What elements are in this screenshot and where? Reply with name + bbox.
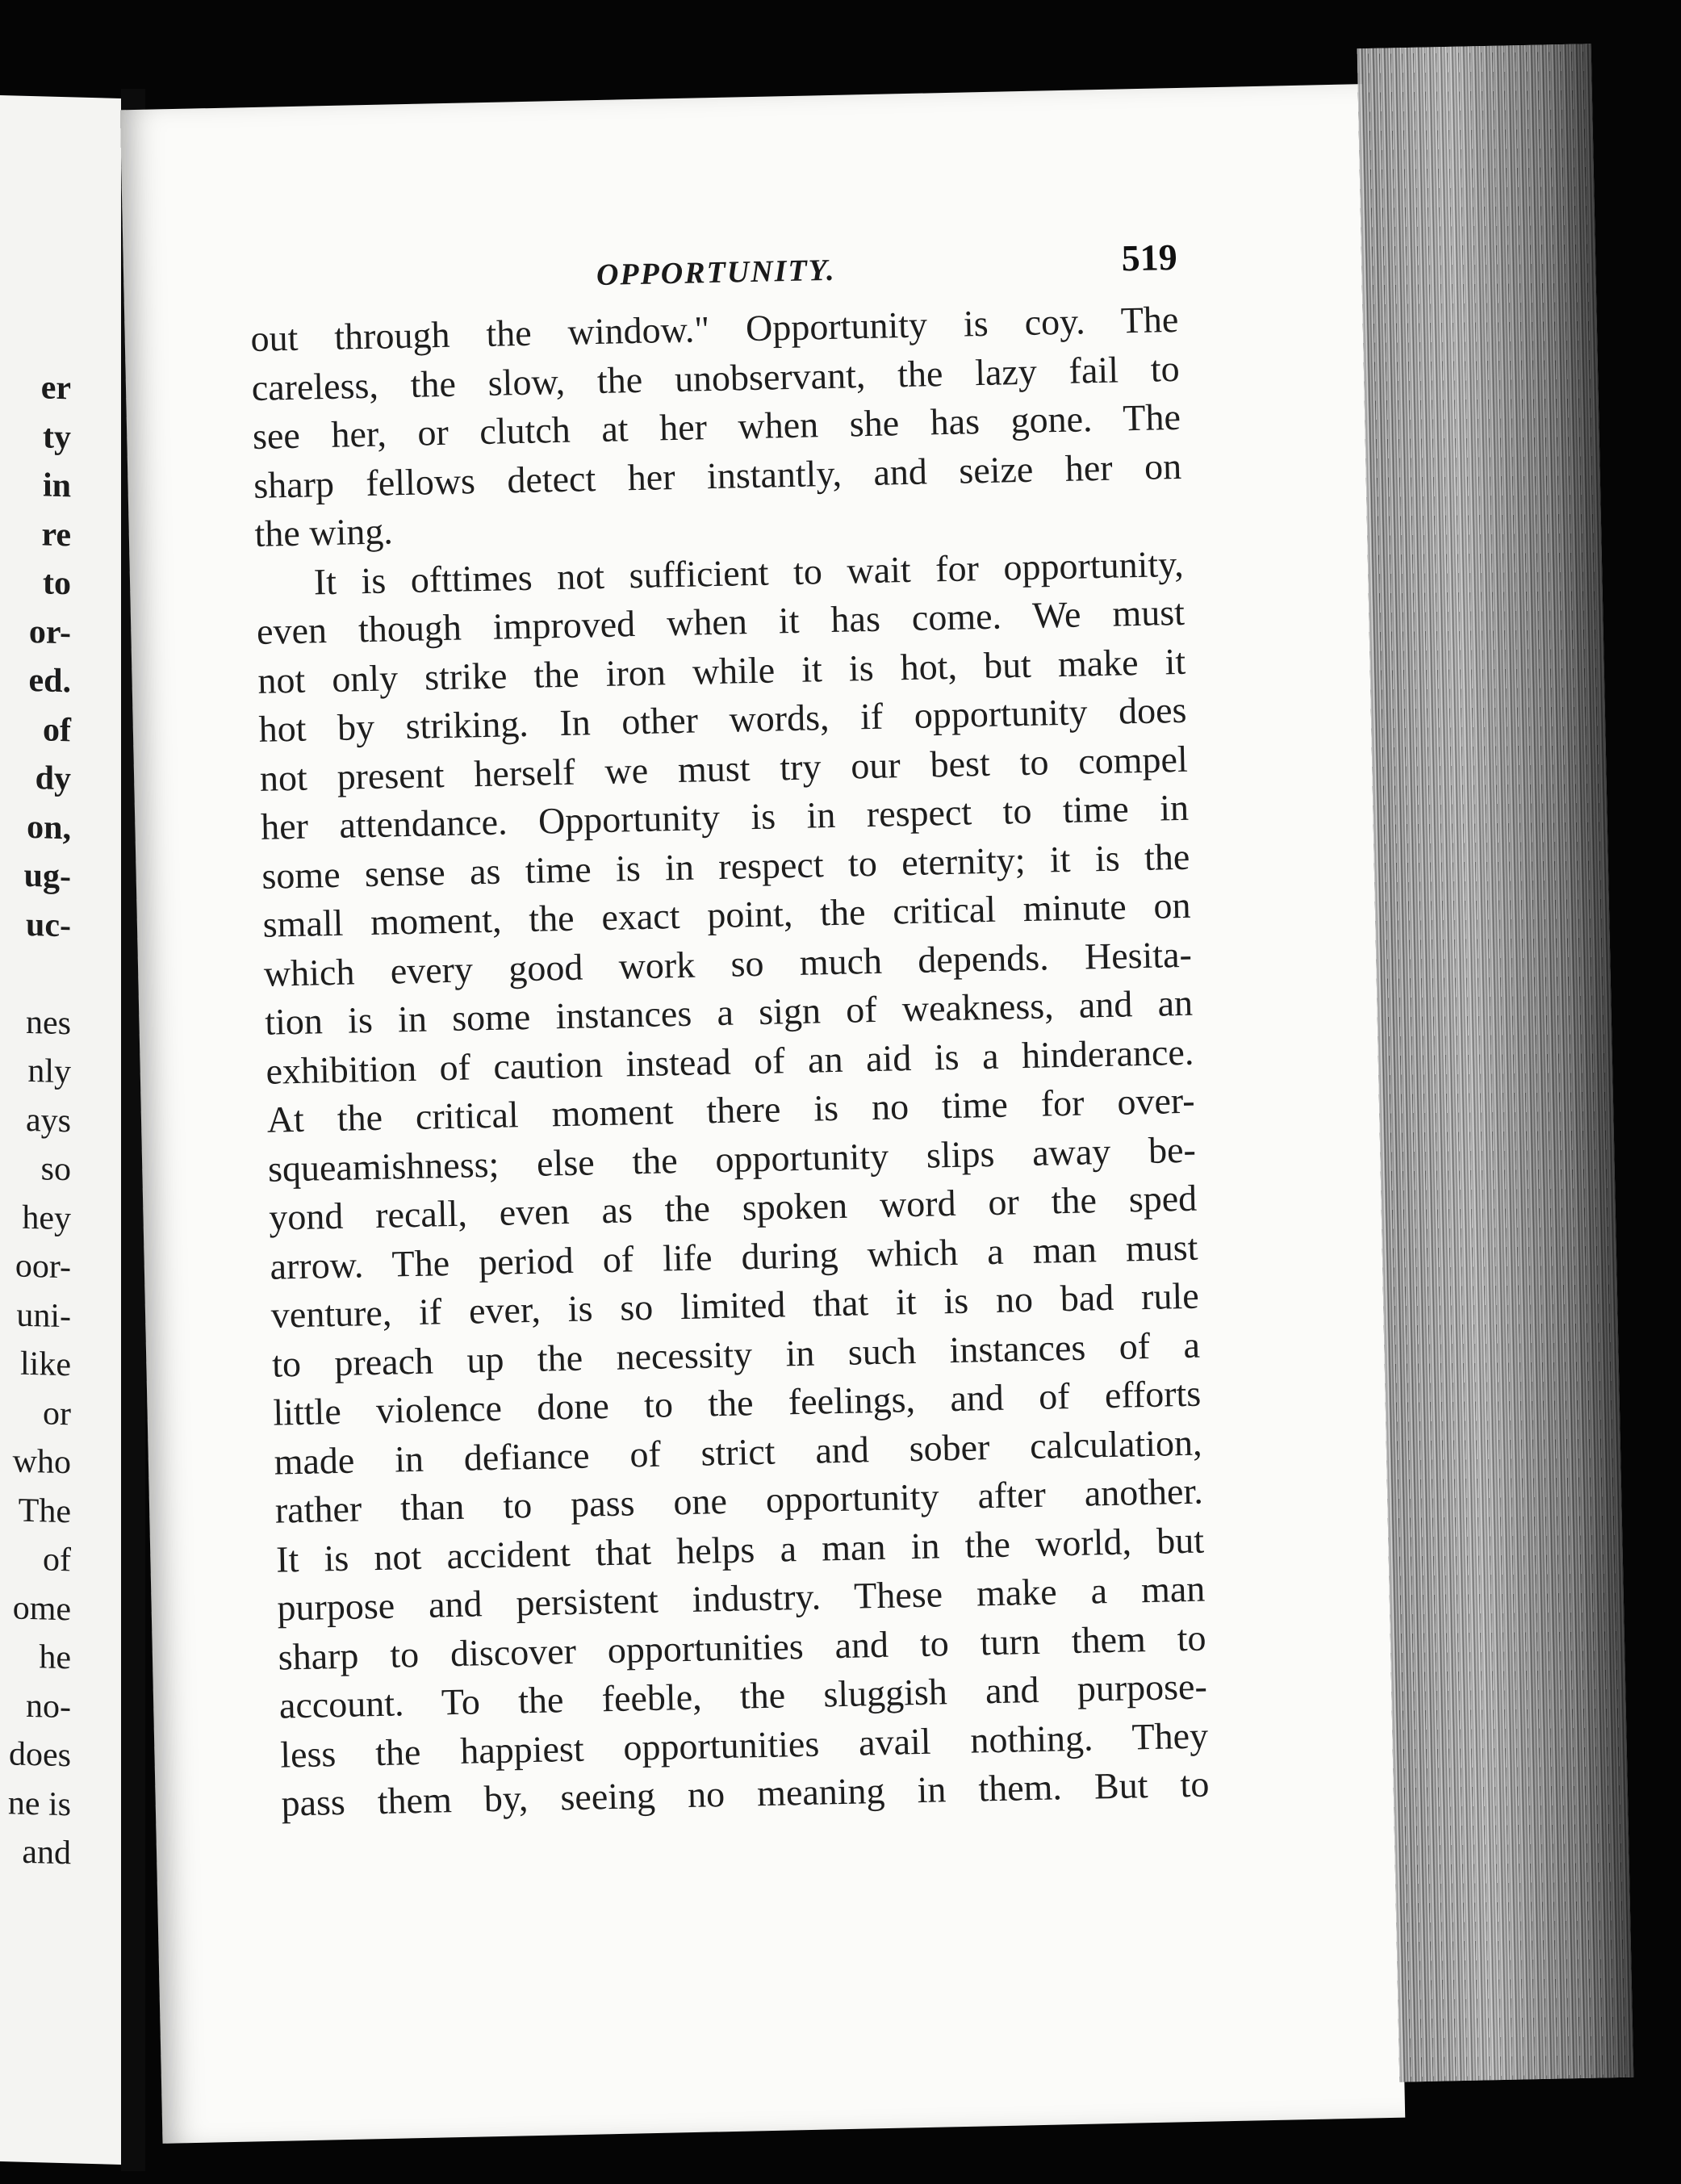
facing-page-fragment: or- <box>28 613 71 651</box>
facing-page-fragment: re <box>41 515 71 554</box>
facing-page-fragment: of <box>43 710 71 749</box>
text-line: the wing. <box>254 510 394 554</box>
facing-page-fragment: ty <box>43 417 71 456</box>
text-line: out through the window." Opportunity is coy. The <box>249 298 1179 359</box>
facing-page-fragment: he <box>39 1638 71 1677</box>
facing-page-fragment: in <box>42 467 71 505</box>
paragraph-1 <box>250 295 1183 559</box>
facing-page-fragment: ome <box>12 1588 71 1628</box>
text-line: her attendance. Opportunity is in respect to time in <box>260 786 1190 847</box>
facing-page-fragment: ed. <box>28 661 71 701</box>
text-line: hot by striking. In other words, if opportunity does <box>258 688 1187 750</box>
facing-page-fragment: nes <box>26 1003 71 1042</box>
text-line: which every good work so much depends. Hesita- <box>263 933 1193 994</box>
text-line: some sense as time is in respect to eternity; it is the <box>261 835 1190 897</box>
facing-page-fragment: hey <box>22 1199 71 1237</box>
facing-page-fragment: oor- <box>15 1247 71 1287</box>
text-line: yond recall, even as the spoken word or the sped <box>268 1177 1198 1238</box>
text-block <box>249 223 1210 1828</box>
text-line: pass them by, seeing no meaning in them. But to <box>280 1763 1210 1824</box>
text-line: to preach up the necessity in such instances of a <box>271 1324 1201 1385</box>
text-line: arrow. The period of life during which a man must <box>270 1226 1198 1287</box>
text-line: venture, if ever, is so limited that it is no bad rule <box>270 1274 1200 1336</box>
text-line: exhibition of caution instead of an aid is a hinderance. <box>265 1031 1194 1092</box>
text-line: careless, the slow, the unobservant, the lazy fail to <box>251 347 1181 408</box>
facing-page-fragment: The <box>18 1492 71 1530</box>
text-line: not present herself we must try our best to compel <box>259 738 1189 799</box>
facing-page-fragment: nly <box>27 1052 71 1091</box>
facing-page-fragment: ug- <box>23 856 71 896</box>
text-line: made in defiance of strict and sober calculation, <box>274 1421 1202 1483</box>
facing-page-fragment: who <box>12 1442 71 1482</box>
text-line: tion is in some instances a sign of weakness, and an <box>264 981 1194 1043</box>
facing-page-fragment: of <box>43 1541 71 1579</box>
text-line: sharp fellows detect her instantly, and seize her on <box>253 445 1182 506</box>
text-line: At the critical moment there is no time for over- <box>266 1079 1196 1140</box>
text-line: purpose and persistent industry. These make a man <box>276 1567 1206 1629</box>
text-line: small moment, the exact point, the critical minute on <box>262 884 1191 945</box>
facing-page-fragment: and <box>22 1833 71 1872</box>
text-line: It is ofttimes not sufficient to wait for opportunity, <box>313 542 1185 602</box>
facing-page-fragment: to <box>43 564 71 603</box>
text-line: little violence done to the feelings, and of efforts <box>272 1372 1202 1433</box>
facing-page-fragment: uni- <box>16 1296 71 1335</box>
facing-page-fragment: uc- <box>26 906 71 944</box>
page-edges-shading <box>1357 44 1634 2082</box>
text-line: rather than to pass one opportunity after another. <box>274 1470 1204 1531</box>
page-number: 519 <box>1121 236 1178 279</box>
facing-page-fragment: like <box>20 1345 71 1384</box>
facing-page-fragment: on, <box>27 808 71 847</box>
paragraph-2 <box>255 539 1210 1828</box>
facing-page-fragment: dy <box>35 759 71 798</box>
text-line: not only strike the iron while it is hot, but make it <box>257 640 1186 701</box>
facing-page-fragment: does <box>9 1735 71 1775</box>
text-line: see her, or clutch at her when she has gone. The <box>252 395 1181 457</box>
facing-page-fragment: no- <box>26 1687 71 1726</box>
text-line: It is not accident that helps a man in the world, but <box>275 1519 1205 1580</box>
text-line: even though improved when it has come. We must <box>256 591 1185 652</box>
text-line: sharp to discover opportunities and to turn them to <box>278 1617 1206 1678</box>
text-line: account. To the feeble, the sluggish and purpose- <box>278 1665 1208 1726</box>
running-head-title: OPPORTUNITY. <box>596 253 836 292</box>
text-line: squeamishness; else the opportunity slips away be- <box>267 1128 1197 1190</box>
facing-page-fragment: or <box>43 1394 71 1433</box>
text-line: less the happiest opportunities avail nothing. They <box>279 1714 1209 1776</box>
facing-page-fragment: so <box>40 1150 71 1189</box>
facing-page-fragment: ays <box>26 1101 71 1140</box>
facing-page <box>0 95 121 2165</box>
facing-page-fragment: er <box>40 369 71 408</box>
facing-page-fragment: ne is <box>7 1784 71 1823</box>
